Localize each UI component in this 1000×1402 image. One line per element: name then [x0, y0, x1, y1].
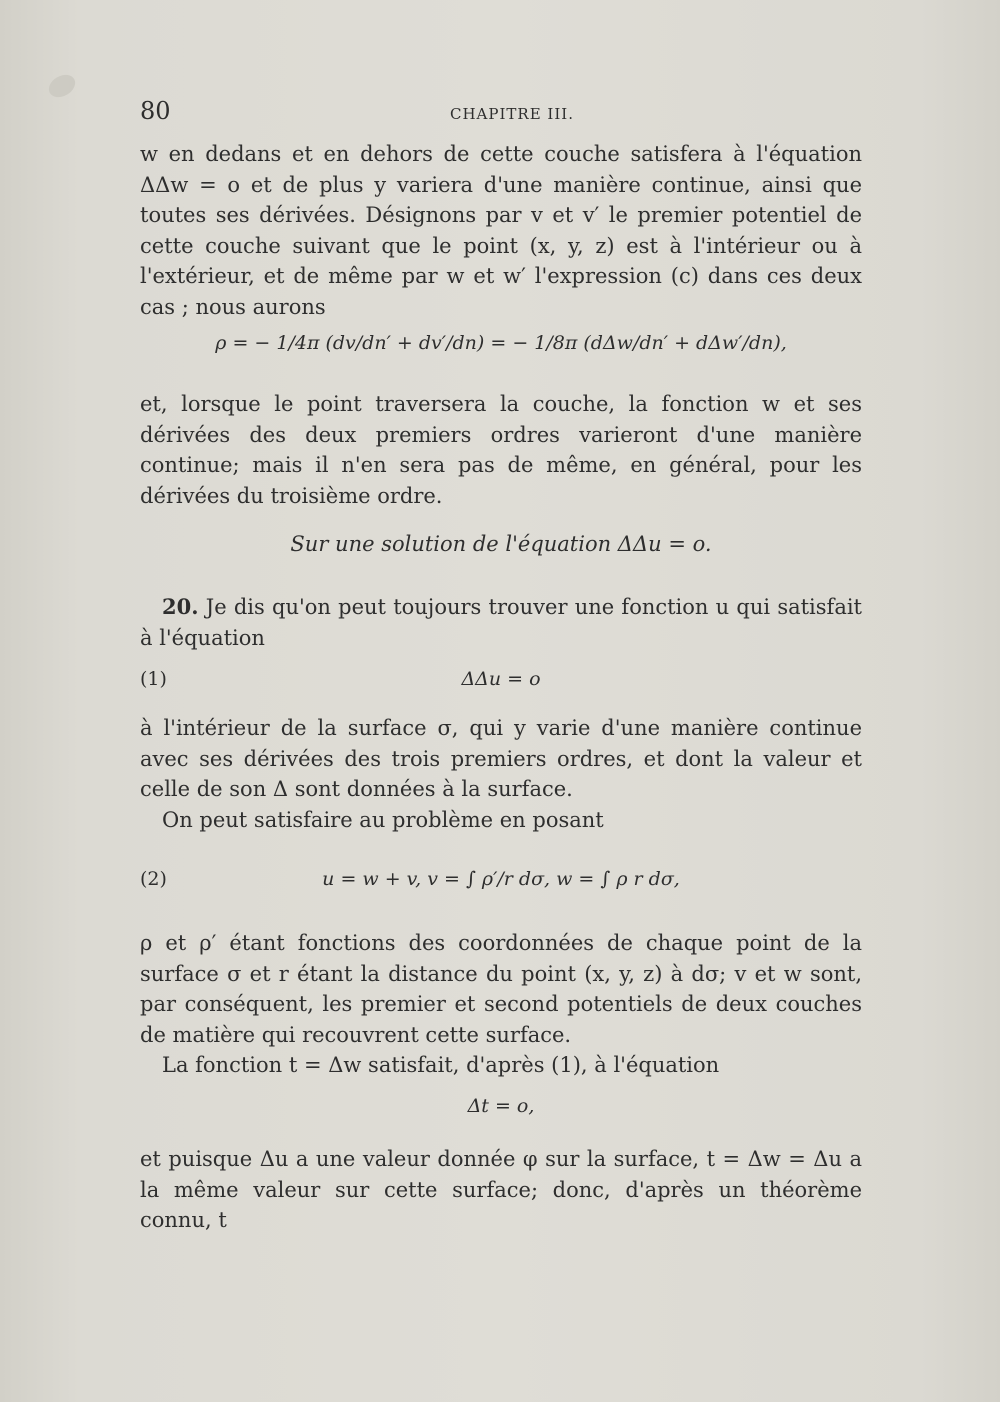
paragraph-5-text: On peut satisfaire au problème en posant [162, 807, 604, 832]
equation-1-label: (1) [140, 668, 167, 690]
page-header [140, 97, 862, 127]
equation-2-text: u = w + v, v = ∫ ρ′/r dσ, w = ∫ ρ r dσ, [322, 868, 680, 890]
page-number: 80 [140, 97, 171, 125]
paragraph-number: 20. [162, 594, 199, 619]
equation-3-text: Δt = o, [467, 1095, 535, 1117]
page-stain [45, 70, 79, 101]
paragraph-8 [140, 1144, 862, 1236]
chapter-title: CHAPITRE III. [450, 105, 574, 123]
paragraph-3-text [140, 592, 862, 653]
paragraph-4-text: à l'intérieur de la surface σ, qui y varie d'une manière continue avec ses dérivées des trois premiers ordres, et dont la valeur et celle de son Δ sont données à la surface. [140, 716, 862, 801]
paragraph-7-text: La fonction t = Δw satisfait, d'après (1), à l'équation [162, 1053, 720, 1077]
paragraph-6 [140, 928, 862, 1081]
paragraph-2-text: et, lorsque le point traversera la couche, la fonction w et ses dérivées des deux premiers ordres varieront d'une manière continue; mais il n'en sera pas de même, en général, pour les dérivées du troisième ordre. [140, 392, 862, 508]
paragraph-1 [140, 139, 862, 322]
equation-2-label: (2) [140, 868, 167, 890]
paragraph-2 [140, 389, 862, 511]
paragraph-4 [140, 713, 862, 835]
paragraph-6-text: ρ et ρ′ étant fonctions des coordonnées de chaque point de la surface σ et r étant la distance du point (x, y, z) à dσ; v et w sont, par conséquent, les premier et second potentiels de deux couches de matière qui recouvrent cette surface. [140, 931, 862, 1047]
paragraph-3 [140, 592, 862, 653]
equation-rho-text: ρ = − 1/4π (dv/dn′ + dv′/dn) = − 1/8π (dΔw/dn′ + dΔw′/dn), [215, 332, 787, 354]
section-title: Sur une solution de l'équation ΔΔu = o. [290, 532, 712, 556]
paragraph-3-body: Je dis qu'on peut toujours trouver une fonction u qui satisfait à l'équation [140, 595, 862, 650]
equation-1-text: ΔΔu = o [461, 668, 541, 690]
paragraph-1-text: w en dedans et en dehors de cette couche satisfera à l'équation ΔΔw = o et de plus y variera d'une manière continue, ainsi que toutes ses dérivées. Désignons par v et v′ le premier potentiel de cette couche suivant que le point (x, y, z) est à l'intérieur ou à l'extérieur, et de même par w et w′ l'expression (c) dans ces deux cas ; nous aurons [140, 142, 862, 319]
paragraph-8-text: et puisque Δu a une valeur donnée φ sur la surface, t = Δw = Δu a la même valeur sur cette surface; donc, d'après un théorème connu, t [140, 1147, 862, 1232]
